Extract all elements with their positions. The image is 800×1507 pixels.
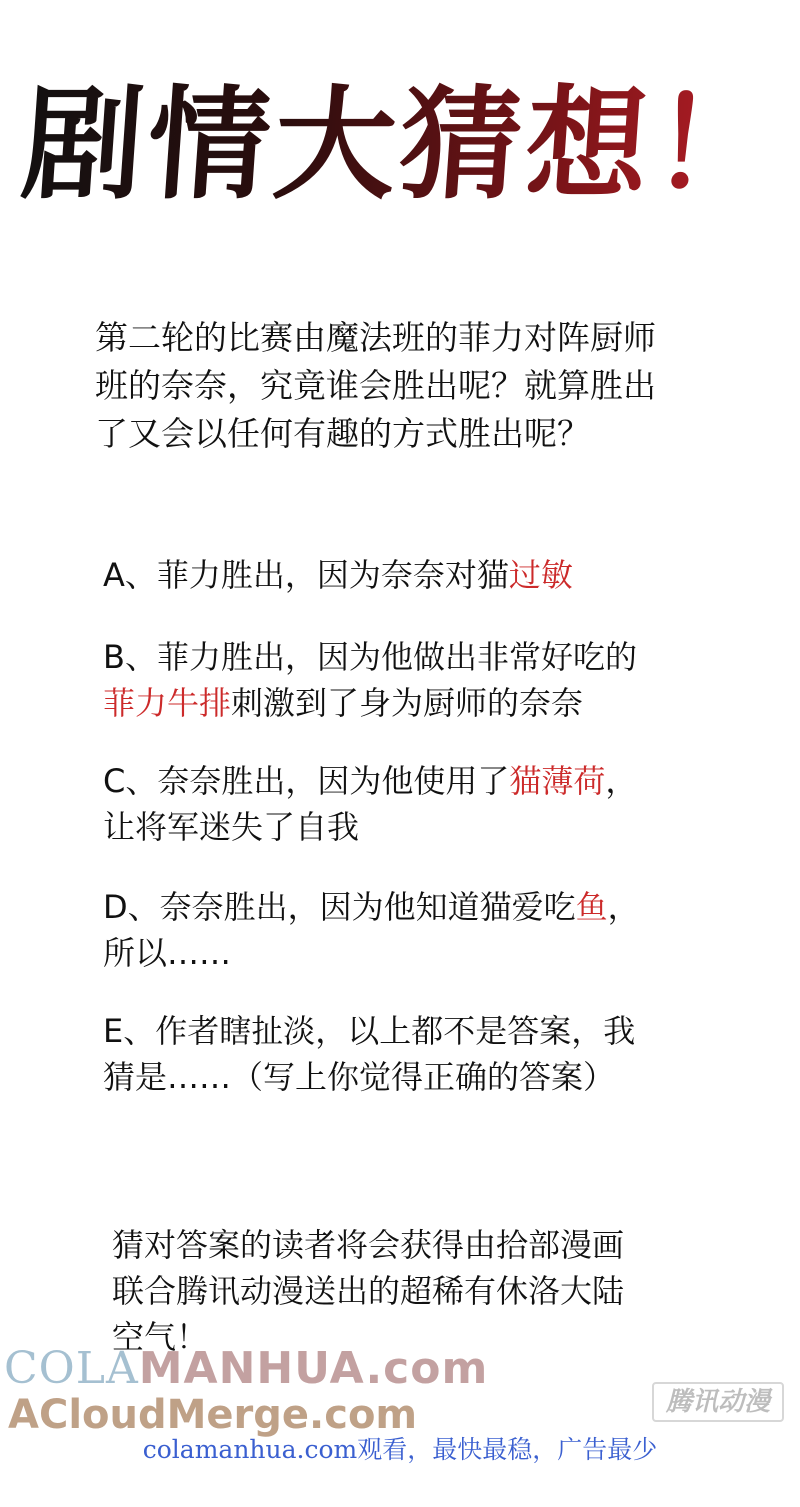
acloudmerge-watermark: ACloudMerge.com: [8, 1392, 418, 1438]
colamanhua-watermark: COLAMANHUA.com: [4, 1343, 489, 1394]
intro-line-2: 班的奈奈，究竟谁会胜出呢？就算胜出: [95, 366, 656, 405]
option-a-highlight: 过敏: [508, 556, 573, 594]
option-d: D、奈奈胜出，因为他知道猫爱吃鱼， 所以……: [103, 888, 640, 972]
option-a: A、菲力胜出，因为奈奈对猫过敏: [103, 556, 573, 594]
intro-text: [95, 314, 735, 458]
option-c-highlight: 猫薄荷: [509, 762, 606, 800]
intro-line-3: 了又会以任何有趣的方式胜出呢？: [95, 414, 590, 453]
footer-link-text[interactable]: colamanhua.com观看，最快最稳，广告最少: [142, 1435, 658, 1464]
prize-text: 猜对答案的读者将会获得由拾部漫画 联合腾讯动漫送出的超稀有休洛大陆 空气！: [112, 1226, 625, 1356]
option-e: E、作者瞎扯淡，以上都不是答案，我 猜是……（写上你觉得正确的答案）: [103, 1012, 636, 1096]
option-b: B、菲力胜出，因为他做出非常好吃的 菲力牛排刺激到了身为厨师的奈奈: [103, 638, 637, 722]
option-c: C、奈奈胜出，因为他使用了猫薄荷， 让将军迷失了自我: [103, 762, 638, 846]
option-b-highlight: 菲力牛排: [103, 684, 232, 722]
option-d-highlight: 鱼: [575, 888, 608, 926]
tencent-comics-logo: 腾讯动漫: [652, 1382, 784, 1422]
intro-line-1: 第二轮的比赛由魔法班的菲力对阵厨师: [95, 318, 656, 357]
page-title: 剧情大猜想！: [0, 70, 800, 220]
